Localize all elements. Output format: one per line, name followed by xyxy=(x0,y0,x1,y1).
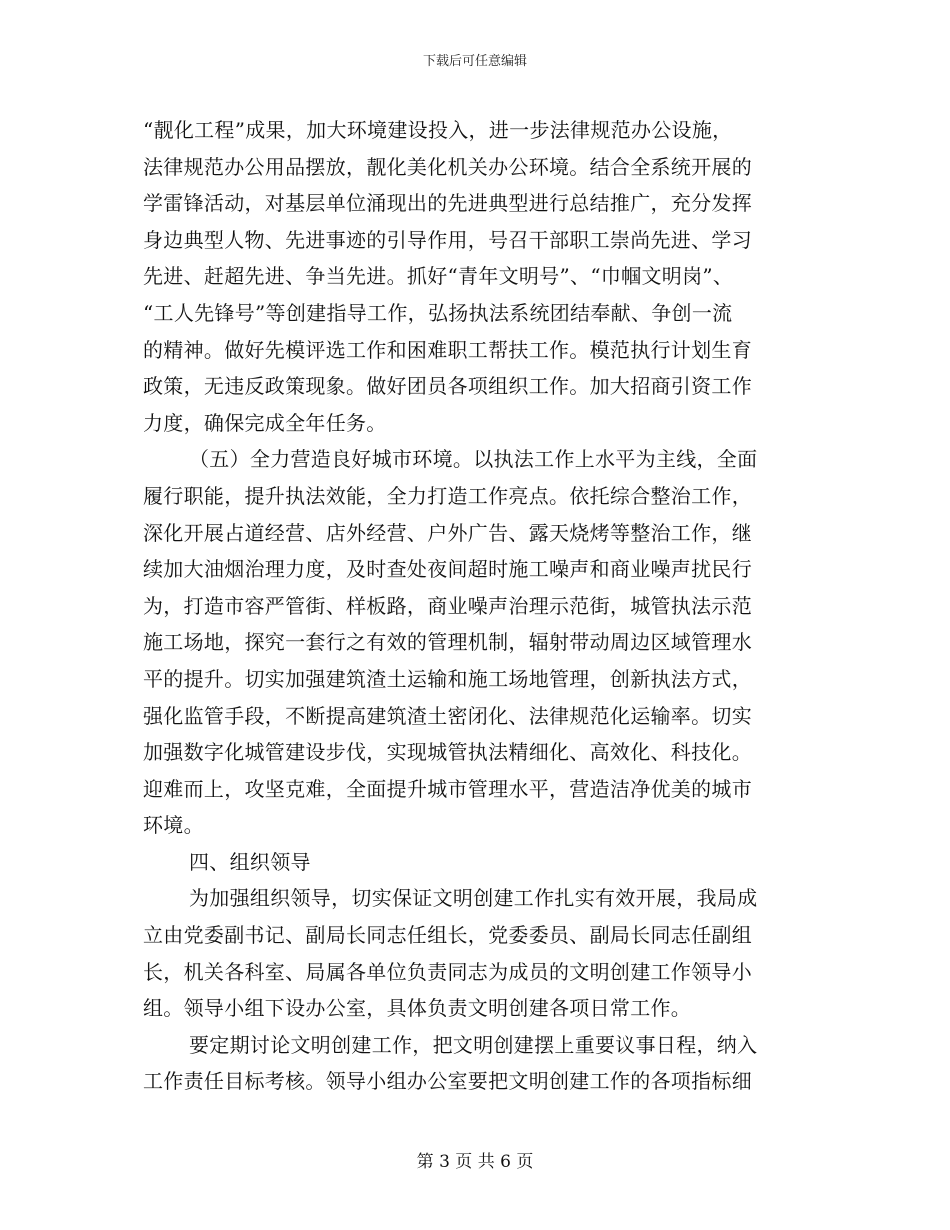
body-text-line: 施工场地，探究一套行之有效的管理机制，辐射带动周边区域管理水 xyxy=(143,630,752,655)
document-body xyxy=(143,112,803,1100)
body-text-line: 为，打造市容严管街、样板路，商业噪声治理示范街，城管执法示范 xyxy=(143,593,752,618)
body-text-line: 履行职能，提升执法效能，全力打造工作亮点。依托综合整治工作， xyxy=(143,483,752,508)
body-text-line: 为加强组织领导，切实保证文明创建工作扎实有效开展，我局成 xyxy=(189,886,758,911)
body-text-line: 加强数字化城管建设步伐，实现城管执法精细化、高效化、科技化。 xyxy=(143,740,752,765)
body-text-line: 的精神。做好先模评选工作和困难职工帮扶工作。模范执行计划生育 xyxy=(143,337,752,362)
page-number: 第 3 页 共 6 页 xyxy=(416,1152,534,1172)
body-text-line: “靓化工程”成果，加大环境建设投入，进一步法律规范办公设施， xyxy=(143,118,733,142)
body-text-line: 政策，无违反政策现象。做好团员各项组织工作。加大招商引资工作 xyxy=(143,374,752,399)
body-text-line: 组。领导小组下设办公室，具体负责文明创建各项日常工作。 xyxy=(143,996,692,1021)
body-text-line: 长，机关各科室、局属各单位负责同志为成员的文明创建工作领导小 xyxy=(143,959,752,984)
body-text-line: 先进、赶超先进、争当先进。抓好“青年文明号”、“巾帼文明岗”、 xyxy=(143,264,734,289)
body-text-line: 四、组织领导 xyxy=(189,849,311,874)
body-text-line: 强化监管手段，不断提高建筑渣土密闭化、法律规范化运输率。切实 xyxy=(143,703,752,728)
body-text-line: 要定期讨论文明创建工作，把文明创建摆上重要议事日程，纳入 xyxy=(189,1032,758,1057)
body-text-line: （五）全力营造良好城市环境。以执法工作上水平为主线，全面 xyxy=(189,447,758,472)
body-text-line: 法律规范办公用品摆放，靓化美化机关办公环境。结合全系统开展的 xyxy=(143,154,752,179)
body-text-line: “工人先锋号”等创建指导工作，弘扬执法系统团结奉献、争创一流 xyxy=(143,300,733,325)
body-text-line: 力度，确保完成全年任务。 xyxy=(143,410,387,435)
body-text-line: 平的提升。切实加强建筑渣土运输和施工场地管理，创新执法方式， xyxy=(143,666,752,691)
page-header: 下载后可任意编辑 xyxy=(422,54,527,69)
body-text-line: 续加大油烟治理力度，及时查处夜间超时施工噪声和商业噪声扰民行 xyxy=(143,557,752,582)
body-text-line: 环境。 xyxy=(143,813,204,838)
body-text-line: 立由党委副书记、副局长同志任组长，党委委员、副局长同志任副组 xyxy=(143,923,752,948)
body-text-line: 迎难而上，攻坚克难，全面提升城市管理水平，营造洁净优美的城市 xyxy=(143,776,752,801)
body-text-line: 学雷锋活动，对基层单位涌现出的先进典型进行总结推广，充分发挥 xyxy=(143,191,752,216)
body-text-line: 身边典型人物、先进事迹的引导作用，号召干部职工崇尚先进、学习 xyxy=(143,227,752,252)
body-text-line: 工作责任目标考核。领导小组办公室要把文明创建工作的各项指标细 xyxy=(143,1069,752,1094)
body-text-line: 深化开展占道经营、店外经营、户外广告、露天烧烤等整治工作，继 xyxy=(143,520,752,545)
